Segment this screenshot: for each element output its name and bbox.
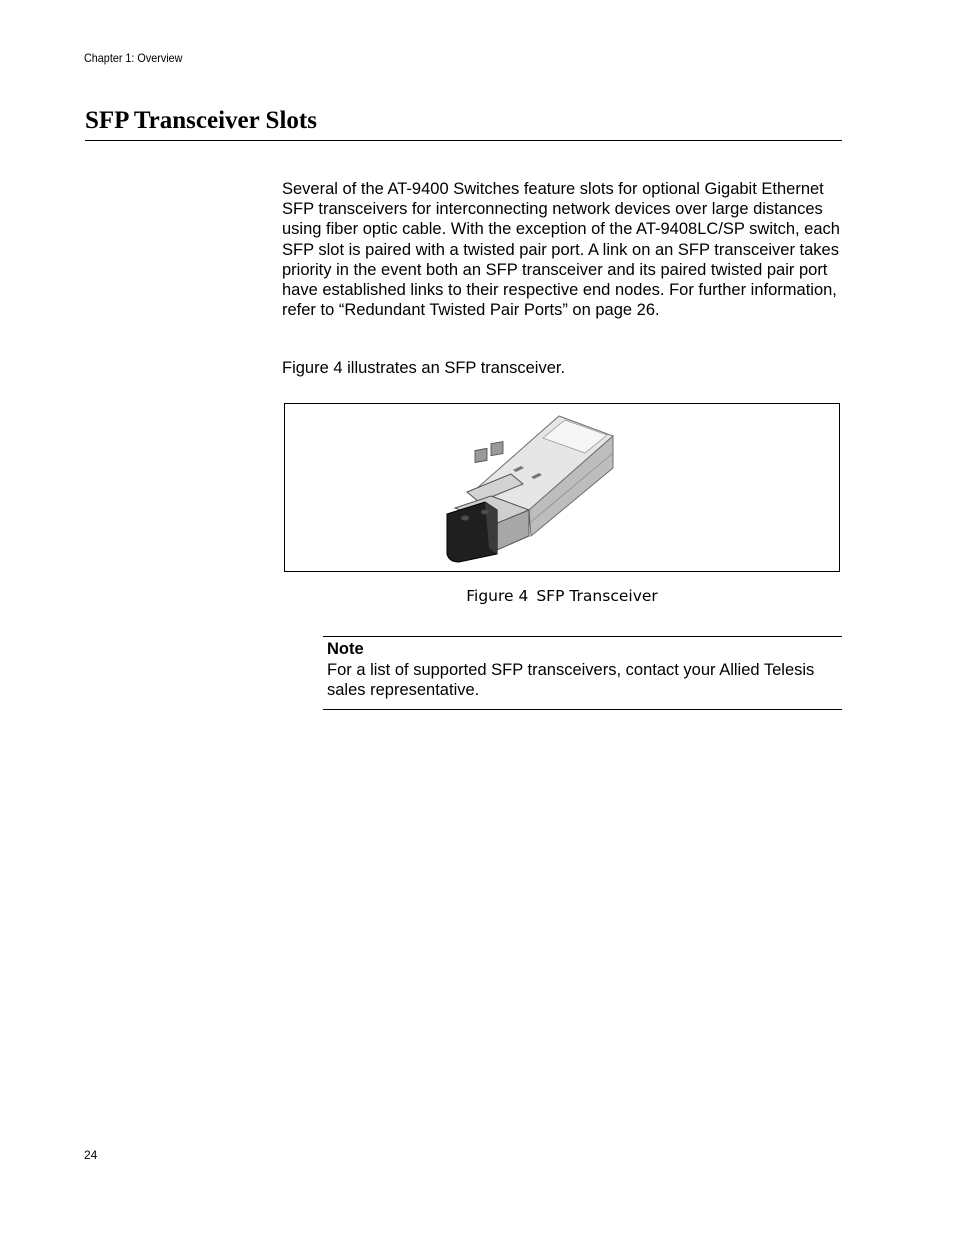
note-text: For a list of supported SFP transceivers, contact your Allied Telesis sales representative. — [327, 661, 815, 700]
figure-reference-paragraph: Figure 4 illustrates an SFP transceiver. — [282, 359, 566, 377]
page-number: 24 — [84, 1148, 98, 1162]
section-title: SFP Transceiver Slots — [85, 107, 317, 134]
sfp-transceiver-illustration — [285, 404, 839, 571]
title-rule — [85, 140, 842, 141]
figure-caption — [284, 587, 840, 605]
note-top-rule — [323, 636, 842, 637]
note-bottom-rule — [323, 709, 842, 710]
figure-frame — [284, 403, 840, 572]
intro-paragraph: Several of the AT-9400 Switches feature slots for optional Gigabit Ethernet SFP transceivers for interconnecting network devices over large distances using fiber optic cable. With the exception of the AT-9408LC/SP switch, each SFP slot is paired with a twisted pair port. A link on an SFP transceiver takes priority in the event both an SFP transceiver and its paired twisted pair port have established links to their respective end nodes. For further information, refer to “Redundant Twisted Pair Ports” on page 26. — [282, 180, 840, 320]
running-header: Chapter 1: Overview — [84, 51, 183, 65]
figure-number: Figure 4 — [466, 587, 529, 605]
figure-caption-text: SFP Transceiver — [536, 587, 658, 605]
note-heading: Note — [327, 640, 364, 658]
